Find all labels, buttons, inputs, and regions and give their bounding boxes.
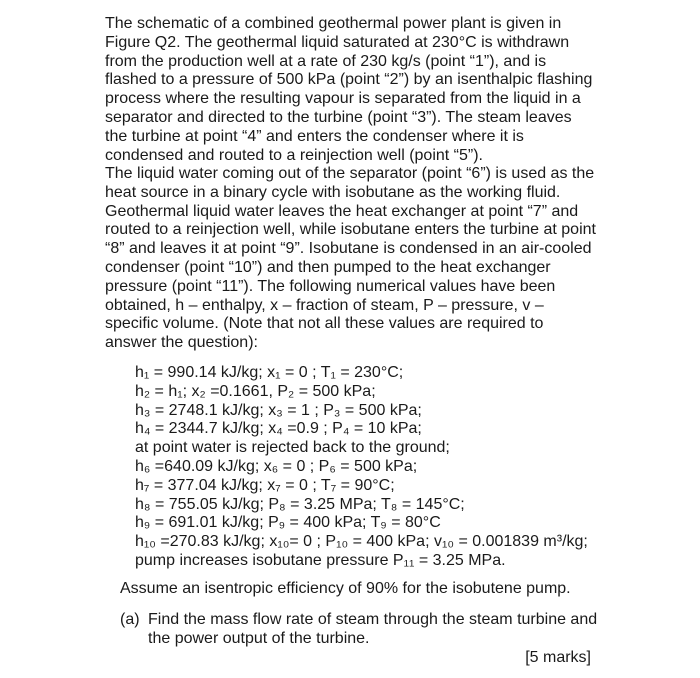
given-values-list xyxy=(135,364,588,571)
assumption-text: Assume an isentropic efficiency of 90% for the isobutene pump. xyxy=(120,580,571,597)
given-value-line: pump increases isobutane pressure P₁₁ = 3.25 MPa. xyxy=(135,551,506,569)
question-a-label: (a) xyxy=(120,611,140,628)
given-value-line: h₁ = 990.14 kJ/kg; x₁ = 0 ; T₁ = 230°C; xyxy=(135,364,404,381)
given-value-line: h₁₀ =270.83 kJ/kg; x₁₀= 0 ; P₁₀ = 400 kPa; v₁₀ = 0.001839 m³/kg; xyxy=(135,533,588,551)
problem-paragraph-2: The liquid water coming out of the separator (point “6”) is used as the heat source in a binary cycle with isobutane as the working fluid. Geothermal liquid water leaves the heat exchanger at point “7” and routed to a reinjection well, while isobutane enters the turbine at point “8” and leaves it at point “9”. Isobutane is condensed in an air-cooled condenser (point “10”) and then pumped to the heat exchanger pressure (point “11”). The following numerical values have been obtained, h – enthalpy, x – fraction of steam, P – pressure, v – specific volume. (Note that not all these values are required to answer the question): xyxy=(105,165,596,352)
given-value-line: h₃ = 2748.1 kJ/kg; x₃ = 1 ; P₃ = 500 kPa; xyxy=(135,401,422,419)
given-value-line: h₆ =640.09 kJ/kg; x₆ = 0 ; P₆ = 500 kPa; xyxy=(135,457,418,475)
given-value-line: h₈ = 755.05 kJ/kg; P₈ = 3.25 MPa; T₈ = 145°C; xyxy=(135,495,465,513)
given-value-line: h₉ = 691.01 kJ/kg; P₉ = 400 kPa; T₉ = 80°C xyxy=(135,514,441,532)
given-value-line: h₄ = 2344.7 kJ/kg; x₄ =0.9 ; P₄ = 10 kPa; xyxy=(135,420,422,438)
given-value-line: h₂ = h₁; x₂ =0.1661, P₂ = 500 kPa; xyxy=(135,382,376,400)
problem-paragraph-1: The schematic of a combined geothermal power plant is given in Figure Q2. The geothermal liquid saturated at 230°C is withdrawn from the production well at a rate of 230 kg/s (point “1”), and is flashed to a pressure of 500 kPa (point “2”) by an isenthalpic flashing process where the resulting vapour is separated from the liquid in a separator and directed to the turbine (point “3”). The steam leaves the turbine at point “4” and enters the condenser where it is condensed and routed to a reinjection well (point “5”). xyxy=(105,15,593,164)
question-a-text: Find the mass flow rate of steam through the steam turbine and the power output of the turbine. xyxy=(148,611,598,647)
given-value-line: at point water is rejected back to the ground; xyxy=(135,439,450,457)
given-value-line: h₇ = 377.04 kJ/kg; x₇ = 0 ; T₇ = 90°C; xyxy=(135,476,395,494)
question-a-marks: [5 marks] xyxy=(525,649,591,666)
